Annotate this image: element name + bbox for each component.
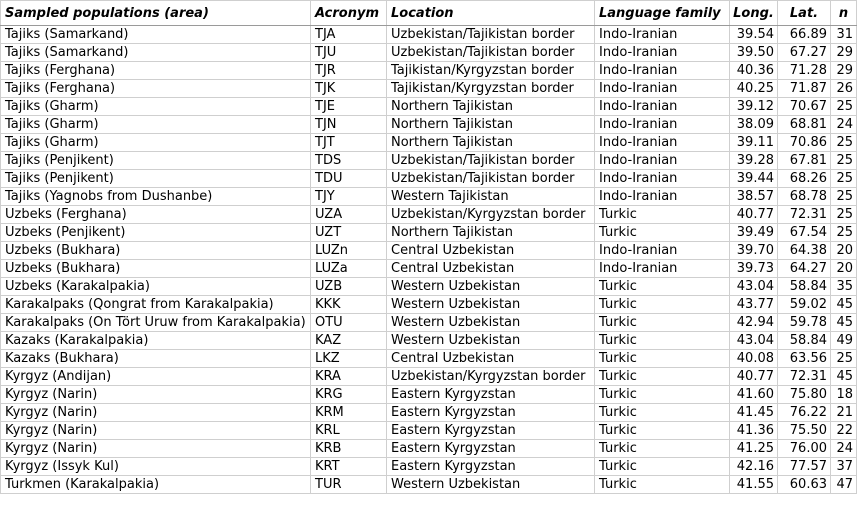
latitude-cell: 76.22 bbox=[778, 404, 831, 422]
location-cell: Uzbekistan/Kyrgyzstan border bbox=[387, 206, 595, 224]
location-cell: Tajikistan/Kyrgyzstan border bbox=[387, 80, 595, 98]
location-cell: Western Uzbekistan bbox=[387, 476, 595, 494]
latitude-cell: 67.27 bbox=[778, 44, 831, 62]
latitude-cell: 76.00 bbox=[778, 440, 831, 458]
latitude-cell: 67.81 bbox=[778, 152, 831, 170]
n-cell: 24 bbox=[831, 440, 857, 458]
language-family-cell: Turkic bbox=[595, 332, 730, 350]
location-cell: Western Uzbekistan bbox=[387, 278, 595, 296]
acronym-cell: KRG bbox=[311, 386, 387, 404]
latitude-cell: 70.86 bbox=[778, 134, 831, 152]
location-cell: Western Uzbekistan bbox=[387, 296, 595, 314]
longitude-cell: 41.60 bbox=[730, 386, 778, 404]
location-cell: Tajikistan/Kyrgyzstan border bbox=[387, 62, 595, 80]
header-row bbox=[1, 1, 857, 26]
location-cell: Central Uzbekistan bbox=[387, 350, 595, 368]
n-cell: 25 bbox=[831, 152, 857, 170]
longitude-cell: 38.57 bbox=[730, 188, 778, 206]
longitude-cell: 40.25 bbox=[730, 80, 778, 98]
location-cell: Northern Tajikistan bbox=[387, 116, 595, 134]
longitude-cell: 42.16 bbox=[730, 458, 778, 476]
acronym-cell: TJN bbox=[311, 116, 387, 134]
location-cell: Western Tajikistan bbox=[387, 188, 595, 206]
n-cell: 20 bbox=[831, 242, 857, 260]
table-row bbox=[1, 26, 857, 44]
latitude-cell: 59.78 bbox=[778, 314, 831, 332]
population-cell: Uzbeks (Karakalpakia) bbox=[1, 278, 311, 296]
language-family-cell: Turkic bbox=[595, 296, 730, 314]
longitude-cell: 43.77 bbox=[730, 296, 778, 314]
language-family-cell: Indo-Iranian bbox=[595, 260, 730, 278]
n-cell: 45 bbox=[831, 296, 857, 314]
table-row bbox=[1, 62, 857, 80]
population-cell: Kyrgyz (Narin) bbox=[1, 386, 311, 404]
language-family-cell: Turkic bbox=[595, 224, 730, 242]
table-row bbox=[1, 368, 857, 386]
population-cell: Uzbeks (Bukhara) bbox=[1, 260, 311, 278]
acronym-cell: UZA bbox=[311, 206, 387, 224]
table-row bbox=[1, 98, 857, 116]
language-family-cell: Turkic bbox=[595, 422, 730, 440]
language-family-cell: Indo-Iranian bbox=[595, 62, 730, 80]
longitude-cell: 39.11 bbox=[730, 134, 778, 152]
acronym-cell: OTU bbox=[311, 314, 387, 332]
n-cell: 25 bbox=[831, 350, 857, 368]
acronym-cell: KRM bbox=[311, 404, 387, 422]
longitude-cell: 39.73 bbox=[730, 260, 778, 278]
table-row bbox=[1, 116, 857, 134]
language-family-cell: Indo-Iranian bbox=[595, 152, 730, 170]
longitude-cell: 41.36 bbox=[730, 422, 778, 440]
n-cell: 22 bbox=[831, 422, 857, 440]
table-body bbox=[1, 26, 857, 494]
population-cell: Karakalpaks (Qongrat from Karakalpakia) bbox=[1, 296, 311, 314]
population-cell: Kyrgyz (Andijan) bbox=[1, 368, 311, 386]
acronym-cell: TJU bbox=[311, 44, 387, 62]
language-family-cell: Indo-Iranian bbox=[595, 26, 730, 44]
language-family-cell: Turkic bbox=[595, 386, 730, 404]
n-cell: 18 bbox=[831, 386, 857, 404]
location-cell: Uzbekistan/Tajikistan border bbox=[387, 170, 595, 188]
latitude-cell: 63.56 bbox=[778, 350, 831, 368]
latitude-cell: 68.81 bbox=[778, 116, 831, 134]
latitude-cell: 71.28 bbox=[778, 62, 831, 80]
n-cell: 29 bbox=[831, 44, 857, 62]
population-cell: Tajiks (Gharm) bbox=[1, 98, 311, 116]
language-family-cell: Indo-Iranian bbox=[595, 80, 730, 98]
acronym-cell: TJT bbox=[311, 134, 387, 152]
acronym-cell: TUR bbox=[311, 476, 387, 494]
population-cell: Kyrgyz (Issyk Kul) bbox=[1, 458, 311, 476]
latitude-cell: 68.78 bbox=[778, 188, 831, 206]
population-cell: Tajiks (Samarkand) bbox=[1, 26, 311, 44]
latitude-cell: 75.50 bbox=[778, 422, 831, 440]
n-cell: 25 bbox=[831, 134, 857, 152]
location-cell: Uzbekistan/Tajikistan border bbox=[387, 26, 595, 44]
location-cell: Eastern Kyrgyzstan bbox=[387, 422, 595, 440]
n-cell: 25 bbox=[831, 98, 857, 116]
population-cell: Tajiks (Ferghana) bbox=[1, 62, 311, 80]
column-header-acronym: Acronym bbox=[311, 1, 387, 26]
table-row bbox=[1, 242, 857, 260]
language-family-cell: Indo-Iranian bbox=[595, 116, 730, 134]
latitude-cell: 75.80 bbox=[778, 386, 831, 404]
population-cell: Uzbeks (Ferghana) bbox=[1, 206, 311, 224]
latitude-cell: 70.67 bbox=[778, 98, 831, 116]
population-cell: Kyrgyz (Narin) bbox=[1, 422, 311, 440]
table-row bbox=[1, 440, 857, 458]
language-family-cell: Indo-Iranian bbox=[595, 44, 730, 62]
acronym-cell: TJR bbox=[311, 62, 387, 80]
location-cell: Northern Tajikistan bbox=[387, 134, 595, 152]
language-family-cell: Turkic bbox=[595, 458, 730, 476]
location-cell: Eastern Kyrgyzstan bbox=[387, 440, 595, 458]
longitude-cell: 39.44 bbox=[730, 170, 778, 188]
population-cell: Uzbeks (Penjikent) bbox=[1, 224, 311, 242]
table-row bbox=[1, 188, 857, 206]
table-row bbox=[1, 476, 857, 494]
acronym-cell: KRB bbox=[311, 440, 387, 458]
population-cell: Tajiks (Penjikent) bbox=[1, 152, 311, 170]
acronym-cell: UZT bbox=[311, 224, 387, 242]
latitude-cell: 58.84 bbox=[778, 278, 831, 296]
latitude-cell: 64.27 bbox=[778, 260, 831, 278]
longitude-cell: 39.70 bbox=[730, 242, 778, 260]
table-row bbox=[1, 170, 857, 188]
language-family-cell: Turkic bbox=[595, 278, 730, 296]
n-cell: 26 bbox=[831, 80, 857, 98]
language-family-cell: Indo-Iranian bbox=[595, 188, 730, 206]
location-cell: Uzbekistan/Tajikistan border bbox=[387, 44, 595, 62]
language-family-cell: Indo-Iranian bbox=[595, 170, 730, 188]
column-header-latitude: Lat. bbox=[778, 1, 831, 26]
location-cell: Central Uzbekistan bbox=[387, 260, 595, 278]
acronym-cell: KRL bbox=[311, 422, 387, 440]
location-cell: Eastern Kyrgyzstan bbox=[387, 404, 595, 422]
latitude-cell: 67.54 bbox=[778, 224, 831, 242]
column-header-n: n bbox=[831, 1, 857, 26]
language-family-cell: Turkic bbox=[595, 404, 730, 422]
table-row bbox=[1, 350, 857, 368]
language-family-cell: Indo-Iranian bbox=[595, 98, 730, 116]
location-cell: Central Uzbekistan bbox=[387, 242, 595, 260]
n-cell: 21 bbox=[831, 404, 857, 422]
n-cell: 47 bbox=[831, 476, 857, 494]
location-cell: Uzbekistan/Tajikistan border bbox=[387, 152, 595, 170]
longitude-cell: 39.12 bbox=[730, 98, 778, 116]
n-cell: 35 bbox=[831, 278, 857, 296]
population-cell: Tajiks (Yagnobs from Dushanbe) bbox=[1, 188, 311, 206]
acronym-cell: TDU bbox=[311, 170, 387, 188]
population-cell: Tajiks (Gharm) bbox=[1, 134, 311, 152]
longitude-cell: 40.77 bbox=[730, 206, 778, 224]
column-header-language-family: Language family bbox=[595, 1, 730, 26]
acronym-cell: TDS bbox=[311, 152, 387, 170]
population-cell: Tajiks (Gharm) bbox=[1, 116, 311, 134]
n-cell: 45 bbox=[831, 314, 857, 332]
latitude-cell: 71.87 bbox=[778, 80, 831, 98]
column-header-location: Location bbox=[387, 1, 595, 26]
longitude-cell: 40.08 bbox=[730, 350, 778, 368]
longitude-cell: 43.04 bbox=[730, 278, 778, 296]
acronym-cell: TJY bbox=[311, 188, 387, 206]
acronym-cell: KAZ bbox=[311, 332, 387, 350]
longitude-cell: 39.28 bbox=[730, 152, 778, 170]
population-cell: Tajiks (Penjikent) bbox=[1, 170, 311, 188]
table-row bbox=[1, 332, 857, 350]
latitude-cell: 58.84 bbox=[778, 332, 831, 350]
language-family-cell: Turkic bbox=[595, 314, 730, 332]
n-cell: 24 bbox=[831, 116, 857, 134]
language-family-cell: Indo-Iranian bbox=[595, 134, 730, 152]
longitude-cell: 39.54 bbox=[730, 26, 778, 44]
table-row bbox=[1, 260, 857, 278]
n-cell: 29 bbox=[831, 62, 857, 80]
location-cell: Eastern Kyrgyzstan bbox=[387, 458, 595, 476]
n-cell: 45 bbox=[831, 368, 857, 386]
n-cell: 31 bbox=[831, 26, 857, 44]
population-cell: Kazaks (Karakalpakia) bbox=[1, 332, 311, 350]
n-cell: 25 bbox=[831, 224, 857, 242]
table-row bbox=[1, 296, 857, 314]
table-row bbox=[1, 224, 857, 242]
acronym-cell: KRA bbox=[311, 368, 387, 386]
location-cell: Eastern Kyrgyzstan bbox=[387, 386, 595, 404]
latitude-cell: 72.31 bbox=[778, 206, 831, 224]
location-cell: Western Uzbekistan bbox=[387, 314, 595, 332]
population-cell: Karakalpaks (On Tört Uruw from Karakalpakia) bbox=[1, 314, 311, 332]
location-cell: Western Uzbekistan bbox=[387, 332, 595, 350]
table-row bbox=[1, 422, 857, 440]
population-cell: Uzbeks (Bukhara) bbox=[1, 242, 311, 260]
table-row bbox=[1, 458, 857, 476]
location-cell: Uzbekistan/Kyrgyzstan border bbox=[387, 368, 595, 386]
population-cell: Turkmen (Karakalpakia) bbox=[1, 476, 311, 494]
longitude-cell: 41.45 bbox=[730, 404, 778, 422]
longitude-cell: 41.25 bbox=[730, 440, 778, 458]
table-row bbox=[1, 134, 857, 152]
latitude-cell: 68.26 bbox=[778, 170, 831, 188]
acronym-cell: LKZ bbox=[311, 350, 387, 368]
acronym-cell: UZB bbox=[311, 278, 387, 296]
acronym-cell: LUZn bbox=[311, 242, 387, 260]
location-cell: Northern Tajikistan bbox=[387, 224, 595, 242]
population-cell: Tajiks (Ferghana) bbox=[1, 80, 311, 98]
longitude-cell: 41.55 bbox=[730, 476, 778, 494]
population-cell: Kazaks (Bukhara) bbox=[1, 350, 311, 368]
column-header-population: Sampled populations (area) bbox=[1, 1, 311, 26]
latitude-cell: 66.89 bbox=[778, 26, 831, 44]
n-cell: 49 bbox=[831, 332, 857, 350]
acronym-cell: LUZa bbox=[311, 260, 387, 278]
language-family-cell: Turkic bbox=[595, 368, 730, 386]
acronym-cell: TJK bbox=[311, 80, 387, 98]
table-row bbox=[1, 152, 857, 170]
latitude-cell: 72.31 bbox=[778, 368, 831, 386]
population-cell: Tajiks (Samarkand) bbox=[1, 44, 311, 62]
longitude-cell: 40.77 bbox=[730, 368, 778, 386]
table-row bbox=[1, 206, 857, 224]
longitude-cell: 39.50 bbox=[730, 44, 778, 62]
longitude-cell: 42.94 bbox=[730, 314, 778, 332]
acronym-cell: KRT bbox=[311, 458, 387, 476]
longitude-cell: 39.49 bbox=[730, 224, 778, 242]
table-row bbox=[1, 80, 857, 98]
language-family-cell: Turkic bbox=[595, 440, 730, 458]
longitude-cell: 43.04 bbox=[730, 332, 778, 350]
n-cell: 25 bbox=[831, 170, 857, 188]
language-family-cell: Turkic bbox=[595, 476, 730, 494]
population-cell: Kyrgyz (Narin) bbox=[1, 404, 311, 422]
table-row bbox=[1, 44, 857, 62]
column-header-longitude: Long. bbox=[730, 1, 778, 26]
table-row bbox=[1, 386, 857, 404]
acronym-cell: KKK bbox=[311, 296, 387, 314]
latitude-cell: 77.57 bbox=[778, 458, 831, 476]
location-cell: Northern Tajikistan bbox=[387, 98, 595, 116]
table-row bbox=[1, 404, 857, 422]
longitude-cell: 40.36 bbox=[730, 62, 778, 80]
population-cell: Kyrgyz (Narin) bbox=[1, 440, 311, 458]
acronym-cell: TJA bbox=[311, 26, 387, 44]
n-cell: 20 bbox=[831, 260, 857, 278]
n-cell: 25 bbox=[831, 188, 857, 206]
table-row bbox=[1, 314, 857, 332]
n-cell: 25 bbox=[831, 206, 857, 224]
language-family-cell: Turkic bbox=[595, 350, 730, 368]
latitude-cell: 59.02 bbox=[778, 296, 831, 314]
n-cell: 37 bbox=[831, 458, 857, 476]
acronym-cell: TJE bbox=[311, 98, 387, 116]
language-family-cell: Indo-Iranian bbox=[595, 242, 730, 260]
latitude-cell: 64.38 bbox=[778, 242, 831, 260]
longitude-cell: 38.09 bbox=[730, 116, 778, 134]
language-family-cell: Turkic bbox=[595, 206, 730, 224]
table-row bbox=[1, 278, 857, 296]
latitude-cell: 60.63 bbox=[778, 476, 831, 494]
